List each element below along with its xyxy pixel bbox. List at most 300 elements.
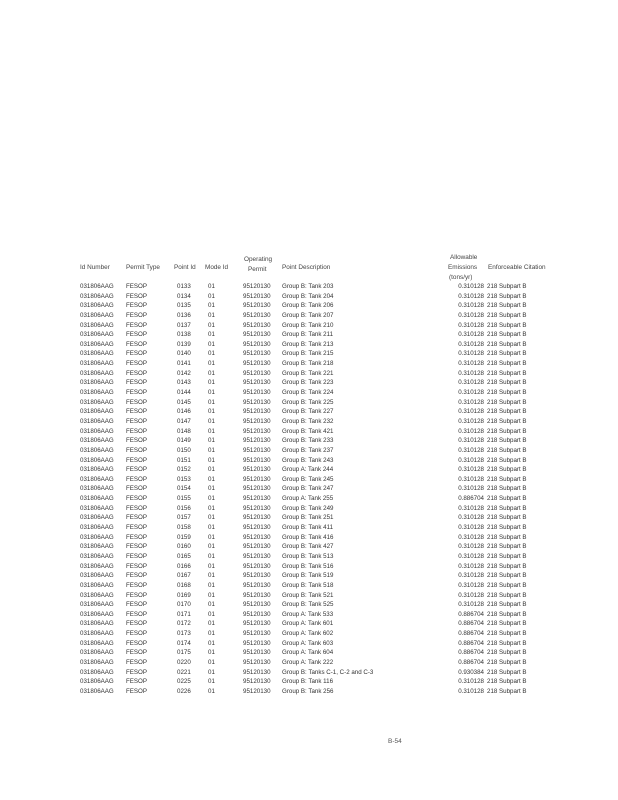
operating-permit-cell: 95120130: [243, 408, 271, 416]
table-row: [0, 436, 618, 446]
permit-type-cell: FESOP: [126, 466, 147, 474]
point-id-cell: 0136: [177, 311, 191, 319]
id-number-cell: 031806AAG: [80, 658, 114, 666]
table-row: [0, 600, 618, 610]
header-mode-id: Mode Id: [205, 264, 229, 271]
emissions-cell: 0.886704: [458, 649, 484, 657]
citation-cell: 218 Subpart B: [487, 678, 527, 686]
mode-id-cell: 01: [208, 456, 215, 464]
mode-id-cell: 01: [208, 543, 215, 551]
operating-permit-cell: 95120130: [243, 572, 271, 580]
point-description-cell: Group B: Tank 519: [282, 572, 334, 580]
id-number-cell: 031806AAG: [80, 283, 114, 290]
point-id-cell: 0139: [177, 340, 191, 348]
permit-type-cell: FESOP: [126, 340, 147, 348]
permit-type-cell: FESOP: [126, 504, 147, 512]
id-number-cell: 031806AAG: [80, 446, 114, 454]
point-description-cell: Group B: Tank 211: [282, 331, 334, 339]
id-number-cell: 031806AAG: [80, 514, 114, 522]
permit-type-cell: FESOP: [126, 533, 147, 541]
emissions-cell: 0.310128: [458, 427, 484, 435]
table-row: [0, 484, 618, 494]
point-id-cell: 0134: [177, 292, 191, 300]
table-body: [0, 282, 618, 697]
operating-permit-cell: 95120130: [243, 601, 271, 609]
point-id-cell: 0220: [177, 658, 191, 666]
emissions-cell: 0.310128: [458, 591, 484, 599]
id-number-cell: 031806AAG: [80, 581, 114, 589]
id-number-cell: 031806AAG: [80, 417, 114, 425]
header-id-number: Id Number: [80, 264, 110, 271]
operating-permit-cell: 95120130: [243, 649, 271, 657]
operating-permit-cell: 95120130: [243, 504, 271, 512]
point-id-cell: 0160: [177, 543, 191, 551]
citation-cell: 218 Subpart B: [487, 591, 527, 599]
emissions-cell: 0.310128: [458, 350, 484, 358]
operating-permit-cell: 95120130: [243, 485, 271, 493]
permit-type-cell: FESOP: [126, 350, 147, 358]
emissions-cell: 0.310128: [458, 360, 484, 368]
citation-cell: 218 Subpart B: [487, 485, 527, 493]
emissions-cell: 0.310128: [458, 408, 484, 416]
emissions-cell: 0.310128: [458, 504, 484, 512]
id-number-cell: 031806AAG: [80, 678, 114, 686]
table-row: [0, 359, 618, 369]
point-description-cell: Group B: Tank 411: [282, 524, 334, 532]
citation-cell: 218 Subpart B: [487, 562, 527, 570]
mode-id-cell: 01: [208, 591, 215, 599]
point-id-cell: 0159: [177, 533, 191, 541]
operating-permit-cell: 95120130: [243, 562, 271, 570]
permit-type-cell: FESOP: [126, 283, 147, 290]
operating-permit-cell: 95120130: [243, 630, 271, 638]
citation-cell: 218 Subpart B: [487, 475, 527, 483]
point-id-cell: 0154: [177, 485, 191, 493]
point-description-cell: Group B: Tank 203: [282, 283, 334, 290]
operating-permit-cell: 95120130: [243, 292, 271, 300]
emissions-cell: 0.886704: [458, 495, 484, 503]
permit-type-cell: FESOP: [126, 495, 147, 503]
emissions-cell: 0.310128: [458, 331, 484, 339]
table-row: [0, 562, 618, 572]
operating-permit-cell: 95120130: [243, 524, 271, 532]
mode-id-cell: 01: [208, 572, 215, 580]
point-id-cell: 0157: [177, 514, 191, 522]
permit-type-cell: FESOP: [126, 543, 147, 551]
emissions-cell: 0.886704: [458, 658, 484, 666]
citation-cell: 218 Subpart B: [487, 340, 527, 348]
table-row: [0, 340, 618, 350]
point-description-cell: Group B: Tank 245: [282, 475, 334, 483]
header-point-id: Point Id: [174, 264, 196, 271]
citation-cell: 218 Subpart B: [487, 533, 527, 541]
table-row: [0, 677, 618, 687]
point-id-cell: 0158: [177, 524, 191, 532]
operating-permit-cell: 95120130: [243, 379, 271, 387]
mode-id-cell: 01: [208, 581, 215, 589]
mode-id-cell: 01: [208, 379, 215, 387]
mode-id-cell: 01: [208, 369, 215, 377]
emissions-cell: 0.310128: [458, 456, 484, 464]
point-description-cell: Group A: Tank 603: [282, 639, 334, 647]
mode-id-cell: 01: [208, 495, 215, 503]
emissions-cell: 0.310128: [458, 369, 484, 377]
header-permit-type: Permit Type: [126, 264, 160, 271]
operating-permit-cell: 95120130: [243, 514, 271, 522]
mode-id-cell: 01: [208, 658, 215, 666]
operating-permit-cell: 95120130: [243, 610, 271, 618]
emissions-cell: 0.310128: [458, 292, 484, 300]
emissions-cell: 0.310128: [458, 687, 484, 695]
table-row: [0, 378, 618, 388]
point-id-cell: 0155: [177, 495, 191, 503]
id-number-cell: 031806AAG: [80, 495, 114, 503]
table-row: [0, 292, 618, 302]
mode-id-cell: 01: [208, 311, 215, 319]
table-row: [0, 417, 618, 427]
mode-id-cell: 01: [208, 350, 215, 358]
id-number-cell: 031806AAG: [80, 408, 114, 416]
table-row: [0, 349, 618, 359]
operating-permit-cell: 95120130: [243, 398, 271, 406]
citation-cell: 218 Subpart B: [487, 437, 527, 445]
emissions-cell: 0.310128: [458, 311, 484, 319]
citation-cell: 218 Subpart B: [487, 687, 527, 695]
permit-type-cell: FESOP: [126, 427, 147, 435]
permit-type-cell: FESOP: [126, 658, 147, 666]
operating-permit-cell: 95120130: [243, 311, 271, 319]
point-id-cell: 0225: [177, 678, 191, 686]
id-number-cell: 031806AAG: [80, 572, 114, 580]
emissions-cell: 0.310128: [458, 283, 484, 290]
operating-permit-cell: 95120130: [243, 427, 271, 435]
point-id-cell: 0171: [177, 610, 191, 618]
permit-type-cell: FESOP: [126, 630, 147, 638]
citation-cell: 218 Subpart B: [487, 504, 527, 512]
operating-permit-cell: 95120130: [243, 417, 271, 425]
id-number-cell: 031806AAG: [80, 562, 114, 570]
emissions-cell: 0.310128: [458, 389, 484, 397]
permit-type-cell: FESOP: [126, 398, 147, 406]
citation-cell: 218 Subpart B: [487, 466, 527, 474]
point-description-cell: Group B: Tank 237: [282, 446, 334, 454]
emissions-cell: 0.886704: [458, 639, 484, 647]
id-number-cell: 031806AAG: [80, 437, 114, 445]
citation-cell: 218 Subpart B: [487, 350, 527, 358]
citation-cell: 218 Subpart B: [487, 543, 527, 551]
citation-cell: 218 Subpart B: [487, 649, 527, 657]
id-number-cell: 031806AAG: [80, 456, 114, 464]
point-id-cell: 0144: [177, 389, 191, 397]
citation-cell: 218 Subpart B: [487, 581, 527, 589]
point-description-cell: Group B: Tank 218: [282, 360, 334, 368]
mode-id-cell: 01: [208, 340, 215, 348]
operating-permit-cell: 95120130: [243, 552, 271, 560]
id-number-cell: 031806AAG: [80, 389, 114, 397]
table-row: [0, 619, 618, 629]
point-description-cell: Group B: Tank 421: [282, 427, 334, 435]
permit-type-cell: FESOP: [126, 610, 147, 618]
point-id-cell: 0137: [177, 321, 191, 329]
table-row: [0, 581, 618, 591]
point-description-cell: Group B: Tank 243: [282, 456, 334, 464]
table-row: [0, 504, 618, 514]
citation-cell: 218 Subpart B: [487, 524, 527, 532]
table-row: [0, 639, 618, 649]
point-description-cell: Group B: Tank 116: [282, 678, 334, 686]
citation-cell: 218 Subpart B: [487, 283, 527, 290]
mode-id-cell: 01: [208, 398, 215, 406]
mode-id-cell: 01: [208, 533, 215, 541]
header-point-description: Point Description: [282, 264, 331, 271]
operating-permit-cell: 95120130: [243, 581, 271, 589]
id-number-cell: 031806AAG: [80, 504, 114, 512]
mode-id-cell: 01: [208, 321, 215, 329]
permit-type-cell: FESOP: [126, 446, 147, 454]
mode-id-cell: 01: [208, 562, 215, 570]
operating-permit-cell: 95120130: [243, 456, 271, 464]
citation-cell: 218 Subpart B: [487, 668, 527, 676]
point-description-cell: Group B: Tank 249: [282, 504, 334, 512]
mode-id-cell: 01: [208, 649, 215, 657]
emissions-cell: 0.930384: [458, 668, 484, 676]
mode-id-cell: 01: [208, 292, 215, 300]
point-id-cell: 0150: [177, 446, 191, 454]
id-number-cell: 031806AAG: [80, 427, 114, 435]
id-number-cell: 031806AAG: [80, 610, 114, 618]
id-number-cell: 031806AAG: [80, 398, 114, 406]
mode-id-cell: 01: [208, 678, 215, 686]
point-id-cell: 0153: [177, 475, 191, 483]
operating-permit-cell: 95120130: [243, 533, 271, 541]
header-allowable: Allowable: [450, 254, 478, 261]
permit-type-cell: FESOP: [126, 389, 147, 397]
permit-type-cell: FESOP: [126, 456, 147, 464]
permit-type-cell: FESOP: [126, 601, 147, 609]
point-description-cell: Group B: Tank 427: [282, 543, 334, 551]
citation-cell: 218 Subpart B: [487, 552, 527, 560]
point-description-cell: Group B: Tank 521: [282, 591, 334, 599]
point-id-cell: 0152: [177, 466, 191, 474]
mode-id-cell: 01: [208, 283, 215, 290]
id-number-cell: 031806AAG: [80, 591, 114, 599]
citation-cell: 218 Subpart B: [487, 321, 527, 329]
point-description-cell: Group B: Tank 525: [282, 601, 334, 609]
permit-type-cell: FESOP: [126, 572, 147, 580]
point-id-cell: 0167: [177, 572, 191, 580]
emissions-cell: 0.310128: [458, 379, 484, 387]
point-id-cell: 0143: [177, 379, 191, 387]
operating-permit-cell: 95120130: [243, 687, 271, 695]
citation-cell: 218 Subpart B: [487, 610, 527, 618]
citation-cell: 218 Subpart B: [487, 331, 527, 339]
operating-permit-cell: 95120130: [243, 360, 271, 368]
point-id-cell: 0172: [177, 620, 191, 628]
point-description-cell: Group B: Tank 223: [282, 379, 334, 387]
table-row: [0, 523, 618, 533]
citation-cell: 218 Subpart B: [487, 398, 527, 406]
table-row: [0, 388, 618, 398]
mode-id-cell: 01: [208, 687, 215, 695]
mode-id-cell: 01: [208, 514, 215, 522]
operating-permit-cell: 95120130: [243, 340, 271, 348]
mode-id-cell: 01: [208, 437, 215, 445]
table-row: [0, 658, 618, 668]
point-description-cell: Group B: Tank 232: [282, 417, 334, 425]
point-description-cell: Group B: Tank 221: [282, 369, 334, 377]
table-row: [0, 571, 618, 581]
table-row: [0, 552, 618, 562]
point-description-cell: Group B: Tank 513: [282, 552, 334, 560]
point-id-cell: 0133: [177, 283, 191, 290]
citation-cell: 218 Subpart B: [487, 639, 527, 647]
operating-permit-cell: 95120130: [243, 302, 271, 310]
mode-id-cell: 01: [208, 408, 215, 416]
table-row: [0, 321, 618, 331]
point-id-cell: 0221: [177, 668, 191, 676]
table-row: [0, 456, 618, 466]
point-id-cell: 0145: [177, 398, 191, 406]
mode-id-cell: 01: [208, 630, 215, 638]
point-description-cell: Group B: Tank 207: [282, 311, 334, 319]
operating-permit-cell: 95120130: [243, 350, 271, 358]
id-number-cell: 031806AAG: [80, 620, 114, 628]
operating-permit-cell: 95120130: [243, 620, 271, 628]
point-description-cell: Group B: Tank 518: [282, 581, 334, 589]
mode-id-cell: 01: [208, 446, 215, 454]
id-number-cell: 031806AAG: [80, 543, 114, 551]
mode-id-cell: 01: [208, 639, 215, 647]
permit-type-cell: FESOP: [126, 311, 147, 319]
mode-id-cell: 01: [208, 620, 215, 628]
mode-id-cell: 01: [208, 552, 215, 560]
mode-id-cell: 01: [208, 302, 215, 310]
permit-type-cell: FESOP: [126, 437, 147, 445]
header-enforceable-citation: Enforceable Citation: [488, 264, 546, 271]
point-id-cell: 0140: [177, 350, 191, 358]
id-number-cell: 031806AAG: [80, 649, 114, 657]
table-row: [0, 610, 618, 620]
mode-id-cell: 01: [208, 485, 215, 493]
permit-type-cell: FESOP: [126, 379, 147, 387]
operating-permit-cell: 95120130: [243, 678, 271, 686]
emissions-cell: 0.310128: [458, 678, 484, 686]
id-number-cell: 031806AAG: [80, 369, 114, 377]
citation-cell: 218 Subpart B: [487, 514, 527, 522]
point-id-cell: 0149: [177, 437, 191, 445]
citation-cell: 218 Subpart B: [487, 369, 527, 377]
permit-type-cell: FESOP: [126, 475, 147, 483]
emissions-cell: 0.310128: [458, 485, 484, 493]
citation-cell: 218 Subpart B: [487, 408, 527, 416]
point-id-cell: 0148: [177, 427, 191, 435]
mode-id-cell: 01: [208, 427, 215, 435]
citation-cell: 218 Subpart B: [487, 572, 527, 580]
table-row: [0, 369, 618, 379]
point-id-cell: 0141: [177, 360, 191, 368]
id-number-cell: 031806AAG: [80, 292, 114, 300]
point-description-cell: Group A: Tank 255: [282, 495, 334, 503]
emissions-cell: 0.310128: [458, 533, 484, 541]
citation-cell: 218 Subpart B: [487, 658, 527, 666]
point-description-cell: Group A: Tank 604: [282, 649, 334, 657]
permit-type-cell: FESOP: [126, 485, 147, 493]
permit-type-cell: FESOP: [126, 687, 147, 695]
id-number-cell: 031806AAG: [80, 524, 114, 532]
operating-permit-cell: 95120130: [243, 283, 271, 290]
citation-cell: 218 Subpart B: [487, 417, 527, 425]
id-number-cell: 031806AAG: [80, 552, 114, 560]
emissions-cell: 0.310128: [458, 398, 484, 406]
point-id-cell: 0174: [177, 639, 191, 647]
id-number-cell: 031806AAG: [80, 350, 114, 358]
point-description-cell: Group B: Tank 204: [282, 292, 334, 300]
permit-type-cell: FESOP: [126, 321, 147, 329]
operating-permit-cell: 95120130: [243, 639, 271, 647]
id-number-cell: 031806AAG: [80, 630, 114, 638]
point-id-cell: 0170: [177, 601, 191, 609]
mode-id-cell: 01: [208, 331, 215, 339]
id-number-cell: 031806AAG: [80, 360, 114, 368]
citation-cell: 218 Subpart B: [487, 427, 527, 435]
header-operating: Operating: [244, 256, 273, 263]
table-row: [0, 475, 618, 485]
id-number-cell: 031806AAG: [80, 321, 114, 329]
citation-cell: 218 Subpart B: [487, 360, 527, 368]
mode-id-cell: 01: [208, 610, 215, 618]
permit-type-cell: FESOP: [126, 369, 147, 377]
header-tons-yr: (tons/yr): [449, 274, 473, 281]
table-row: [0, 330, 618, 340]
operating-permit-cell: 95120130: [243, 446, 271, 454]
table-row: [0, 648, 618, 658]
point-description-cell: Group B: Tank 206: [282, 302, 334, 310]
emissions-cell: 0.310128: [458, 302, 484, 310]
permit-type-cell: FESOP: [126, 514, 147, 522]
id-number-cell: 031806AAG: [80, 379, 114, 387]
emissions-cell: 0.310128: [458, 552, 484, 560]
operating-permit-cell: 95120130: [243, 331, 271, 339]
emissions-cell: 0.886704: [458, 620, 484, 628]
permit-type-cell: FESOP: [126, 591, 147, 599]
emissions-cell: 0.310128: [458, 437, 484, 445]
id-number-cell: 031806AAG: [80, 687, 114, 695]
operating-permit-cell: 95120130: [243, 466, 271, 474]
id-number-cell: 031806AAG: [80, 668, 114, 676]
point-description-cell: Group A: Tank 601: [282, 620, 334, 628]
mode-id-cell: 01: [208, 466, 215, 474]
point-id-cell: 0138: [177, 331, 191, 339]
point-description-cell: Group B: Tank 256: [282, 687, 334, 695]
point-id-cell: 0156: [177, 504, 191, 512]
point-description-cell: Group B: Tank 233: [282, 437, 334, 445]
operating-permit-cell: 95120130: [243, 543, 271, 551]
mode-id-cell: 01: [208, 475, 215, 483]
point-description-cell: Group B: Tank 516: [282, 562, 334, 570]
point-description-cell: Group B: Tank 227: [282, 408, 334, 416]
mode-id-cell: 01: [208, 417, 215, 425]
header-emissions: Emissions: [448, 264, 478, 271]
point-id-cell: 0135: [177, 302, 191, 310]
operating-permit-cell: 95120130: [243, 495, 271, 503]
id-number-cell: 031806AAG: [80, 311, 114, 319]
table-row: [0, 494, 618, 504]
emissions-cell: 0.310128: [458, 572, 484, 580]
citation-cell: 218 Subpart B: [487, 456, 527, 464]
table-row: [0, 687, 618, 697]
citation-cell: 218 Subpart B: [487, 630, 527, 638]
table-row: [0, 542, 618, 552]
